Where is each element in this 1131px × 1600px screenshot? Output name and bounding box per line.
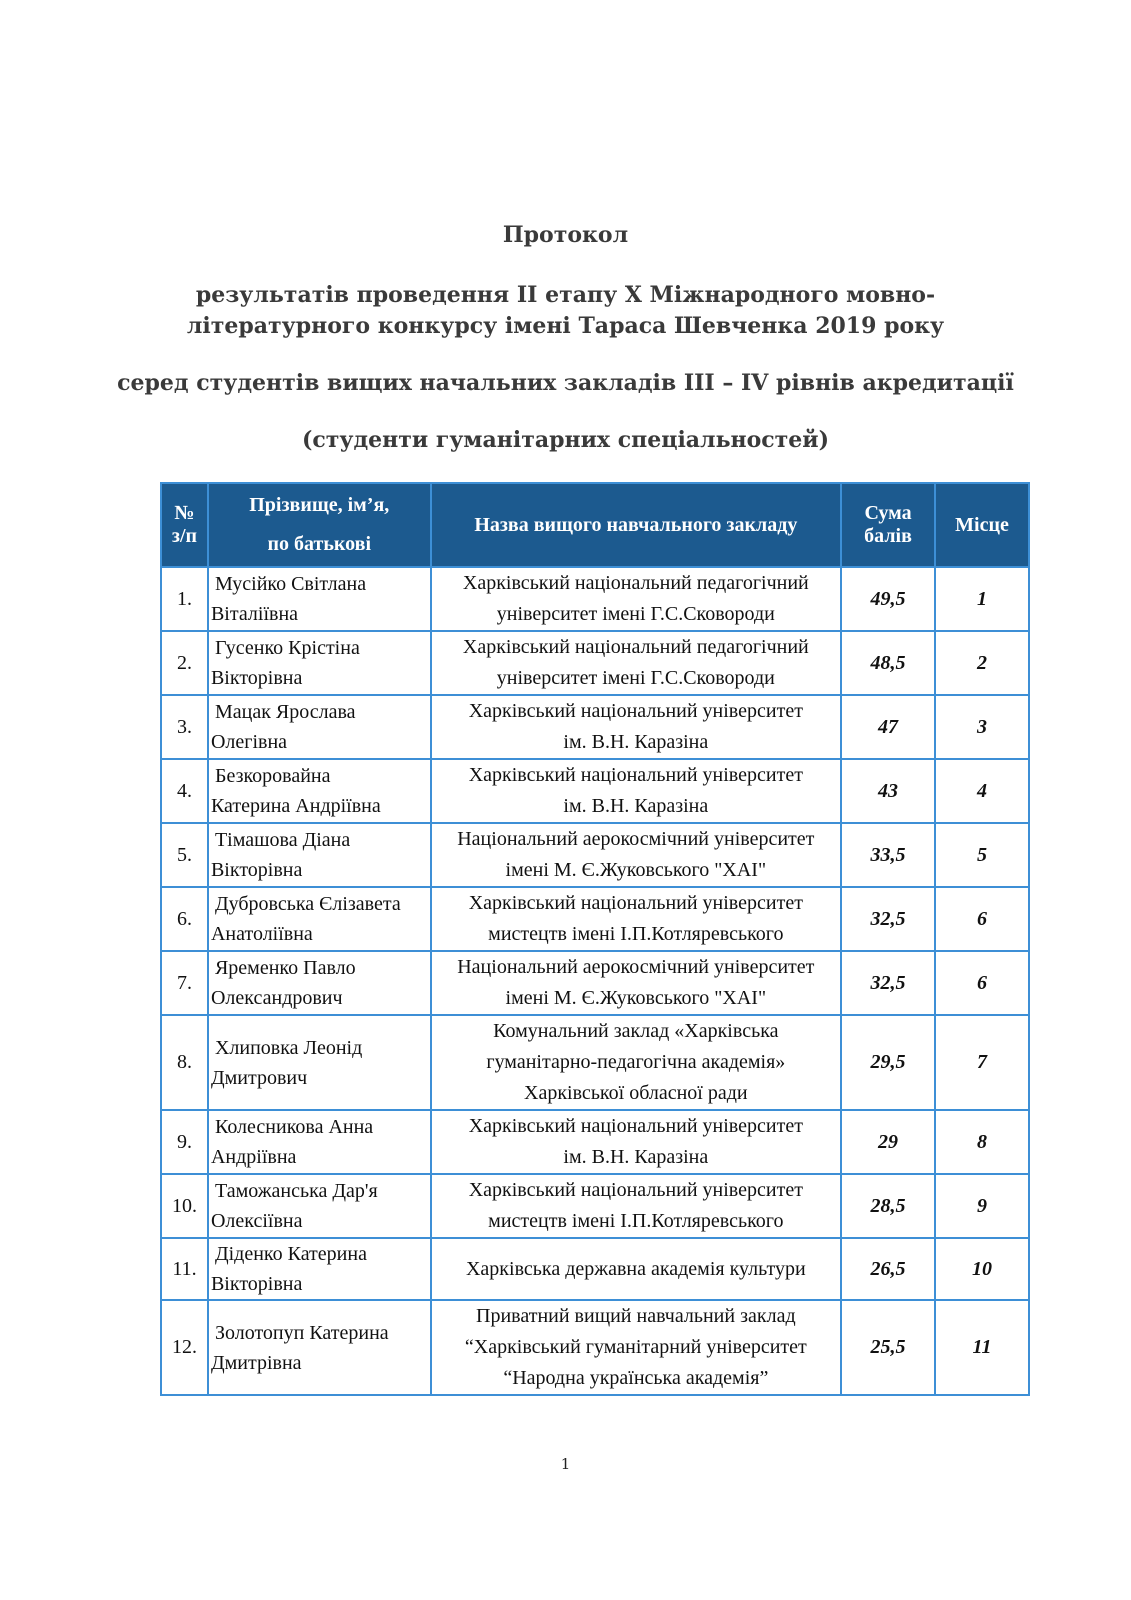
total-score: 26,5 xyxy=(841,1238,935,1300)
institution-name-line: гуманітарно-педагогічна академія» xyxy=(486,1051,786,1073)
subtitle-line-2: літературного конкурсу імені Тараса Шевченка 2019 року xyxy=(186,313,945,339)
subtitle-line-1: результатів проведення ІІ етапу Х Міжнародного мовно- xyxy=(195,282,936,308)
institution-name xyxy=(431,1300,842,1395)
column-header-number-line2: з/п xyxy=(171,525,198,547)
table-row xyxy=(161,631,1029,695)
participant-name-line1: Яременко Павло xyxy=(214,957,356,979)
participant-name-line2: Дмитрович xyxy=(210,1066,308,1089)
institution-name-line: “Народна українська академія” xyxy=(503,1367,769,1389)
institution-name-line: Комунальний заклад «Харківська xyxy=(493,1020,779,1042)
total-score: 25,5 xyxy=(841,1300,935,1395)
institution-name-line: Харківський національний університет xyxy=(468,892,803,914)
table-row xyxy=(161,1110,1029,1174)
participant-name-line1: Гусенко Крістіна xyxy=(214,637,360,659)
table-row xyxy=(161,1300,1029,1395)
participant-name xyxy=(208,887,431,951)
participant-name-line2: Андріївна xyxy=(210,1146,297,1168)
total-score: 48,5 xyxy=(841,631,935,695)
institution-name-line: Харківський національний університет xyxy=(468,1179,803,1201)
place: 8 xyxy=(935,1110,1029,1174)
participant-name-line1: Мусійко Світлана xyxy=(214,573,367,595)
participant-name-line2: Олексіївна xyxy=(210,1210,303,1232)
total-score: 32,5 xyxy=(841,887,935,951)
document-title: Протокол xyxy=(502,222,629,248)
participant-name xyxy=(208,1015,431,1110)
row-number: 5. xyxy=(161,823,208,887)
table-row xyxy=(161,1238,1029,1300)
participant-name-line2: Вікторівна xyxy=(210,859,303,881)
place: 7 xyxy=(935,1015,1029,1110)
institution-name-line: Національний аерокосмічний університет xyxy=(457,828,815,850)
subtitle-line-4: (студенти гуманітарних спеціальностей) xyxy=(301,427,830,453)
participant-name-line1: Хлиповка Леонід xyxy=(214,1036,363,1059)
column-header-name xyxy=(208,483,431,567)
institution-name xyxy=(431,695,842,759)
institution-name-line: мистецтв імені І.П.Котляревського xyxy=(488,923,784,945)
participant-name-line2: Вікторівна xyxy=(210,667,303,689)
place: 6 xyxy=(935,887,1029,951)
institution-name-line: університет імені Г.С.Сковороди xyxy=(496,667,775,689)
table-header-row xyxy=(161,483,1029,567)
participant-name-line1: Колесникова Анна xyxy=(214,1116,374,1138)
institution-name xyxy=(431,759,842,823)
institution-name-line: Харківський національний педагогічний xyxy=(462,636,809,658)
institution-name-line: Харківської обласної ради xyxy=(524,1082,748,1104)
participant-name xyxy=(208,1174,431,1238)
table-row xyxy=(161,887,1029,951)
place: 3 xyxy=(935,695,1029,759)
place: 10 xyxy=(935,1238,1029,1300)
total-score: 49,5 xyxy=(841,567,935,631)
table-row xyxy=(161,567,1029,631)
page-number: 1 xyxy=(560,1455,571,1473)
institution-name xyxy=(431,823,842,887)
column-header-number xyxy=(161,483,208,567)
institution-name xyxy=(431,1015,842,1110)
table-row xyxy=(161,951,1029,1015)
place: 1 xyxy=(935,567,1029,631)
participant-name-line2: Анатоліївна xyxy=(210,923,313,945)
participant-name xyxy=(208,695,431,759)
row-number: 9. xyxy=(161,1110,208,1174)
participant-name xyxy=(208,823,431,887)
row-number: 1. xyxy=(161,567,208,631)
institution-name xyxy=(431,887,842,951)
institution-name-line: Харківський національний педагогічний xyxy=(462,572,809,594)
row-number: 6. xyxy=(161,887,208,951)
institution-name-line: університет імені Г.С.Сковороди xyxy=(496,603,775,625)
participant-name-line1: Дубровська Єлізавета xyxy=(214,893,401,915)
total-score: 28,5 xyxy=(841,1174,935,1238)
column-header-name-line2: по батькові xyxy=(267,533,372,555)
participant-name xyxy=(208,759,431,823)
institution-name xyxy=(431,631,842,695)
institution-name-line: Харківський національний університет xyxy=(468,1115,803,1137)
institution-name xyxy=(431,567,842,631)
column-header-score xyxy=(841,483,935,567)
institution-name-line: “Харківський гуманітарний університет xyxy=(464,1336,807,1358)
participant-name-line1: Золотопуп Катерина xyxy=(214,1321,389,1344)
total-score: 32,5 xyxy=(841,951,935,1015)
total-score: 29,5 xyxy=(841,1015,935,1110)
row-number: 11. xyxy=(161,1238,208,1300)
participant-name xyxy=(208,1238,431,1300)
institution-name-line: Приватний вищий навчальний заклад xyxy=(476,1305,796,1327)
table-row xyxy=(161,823,1029,887)
column-header-number-line1: № xyxy=(174,502,195,524)
place: 2 xyxy=(935,631,1029,695)
participant-name-line2: Катерина Андріївна xyxy=(210,795,381,817)
table-body xyxy=(161,567,1029,1395)
institution-name xyxy=(431,1110,842,1174)
participant-name xyxy=(208,1300,431,1395)
institution-name-line: Харківський національний університет xyxy=(468,764,803,786)
participant-name xyxy=(208,1110,431,1174)
institution-name xyxy=(431,1238,842,1300)
place: 5 xyxy=(935,823,1029,887)
row-number: 10. xyxy=(161,1174,208,1238)
institution-name-line: імені М. Є.Жуковського "ХАІ" xyxy=(505,859,767,881)
participant-name-line2: Віталіївна xyxy=(210,603,299,625)
column-header-score-line2: балів xyxy=(864,525,912,547)
total-score: 47 xyxy=(841,695,935,759)
participant-name-line1: Тімашова Діана xyxy=(214,829,351,851)
institution-name-line: ім. В.Н. Каразіна xyxy=(563,731,709,753)
place: 11 xyxy=(935,1300,1029,1395)
row-number: 12. xyxy=(161,1300,208,1395)
table-row xyxy=(161,695,1029,759)
column-header-score-line1: Сума xyxy=(864,502,912,524)
participant-name-line2: Дмитрівна xyxy=(210,1351,302,1374)
column-header-institution: Назва вищого навчального закладу xyxy=(431,483,842,567)
table-row xyxy=(161,1174,1029,1238)
column-header-name-line1: Прізвище, ім’я, xyxy=(249,494,390,516)
participant-name-line1: Мацак Ярослава xyxy=(214,701,356,723)
institution-name-line: імені М. Є.Жуковського "ХАІ" xyxy=(505,987,767,1009)
participant-name-line1: Безкоровайна xyxy=(214,765,331,787)
institution-name-line: ім. В.Н. Каразіна xyxy=(563,1146,709,1168)
participant-name xyxy=(208,567,431,631)
total-score: 43 xyxy=(841,759,935,823)
participant-name-line2: Олександрович xyxy=(210,987,343,1009)
institution-name xyxy=(431,951,842,1015)
subtitle-line-3: серед студентів вищих начальних закладів ІІІ – ІV рівнів акредитації xyxy=(117,370,1014,396)
participant-name-line1: Таможанська Дар'я xyxy=(214,1180,378,1202)
institution-name-line: ім. В.Н. Каразіна xyxy=(563,795,709,817)
table-row xyxy=(161,1015,1029,1110)
row-number: 4. xyxy=(161,759,208,823)
table-row xyxy=(161,759,1029,823)
place: 4 xyxy=(935,759,1029,823)
participant-name xyxy=(208,631,431,695)
row-number: 2. xyxy=(161,631,208,695)
results-table xyxy=(160,482,1030,1396)
place: 9 xyxy=(935,1174,1029,1238)
institution-name-line: Харківська державна академія культури xyxy=(465,1257,806,1280)
institution-name-line: мистецтв імені І.П.Котляревського xyxy=(488,1210,784,1232)
participant-name-line1: Діденко Катерина xyxy=(214,1243,367,1265)
participant-name xyxy=(208,951,431,1015)
total-score: 29 xyxy=(841,1110,935,1174)
institution-name xyxy=(431,1174,842,1238)
row-number: 3. xyxy=(161,695,208,759)
participant-name-line2: Вікторівна xyxy=(210,1273,303,1295)
column-header-place: Місце xyxy=(935,483,1029,567)
institution-name-line: Харківський національний університет xyxy=(468,700,803,722)
participant-name-line2: Олегівна xyxy=(210,731,288,753)
row-number: 7. xyxy=(161,951,208,1015)
total-score: 33,5 xyxy=(841,823,935,887)
institution-name-line: Національний аерокосмічний університет xyxy=(457,956,815,978)
place: 6 xyxy=(935,951,1029,1015)
row-number: 8. xyxy=(161,1015,208,1110)
